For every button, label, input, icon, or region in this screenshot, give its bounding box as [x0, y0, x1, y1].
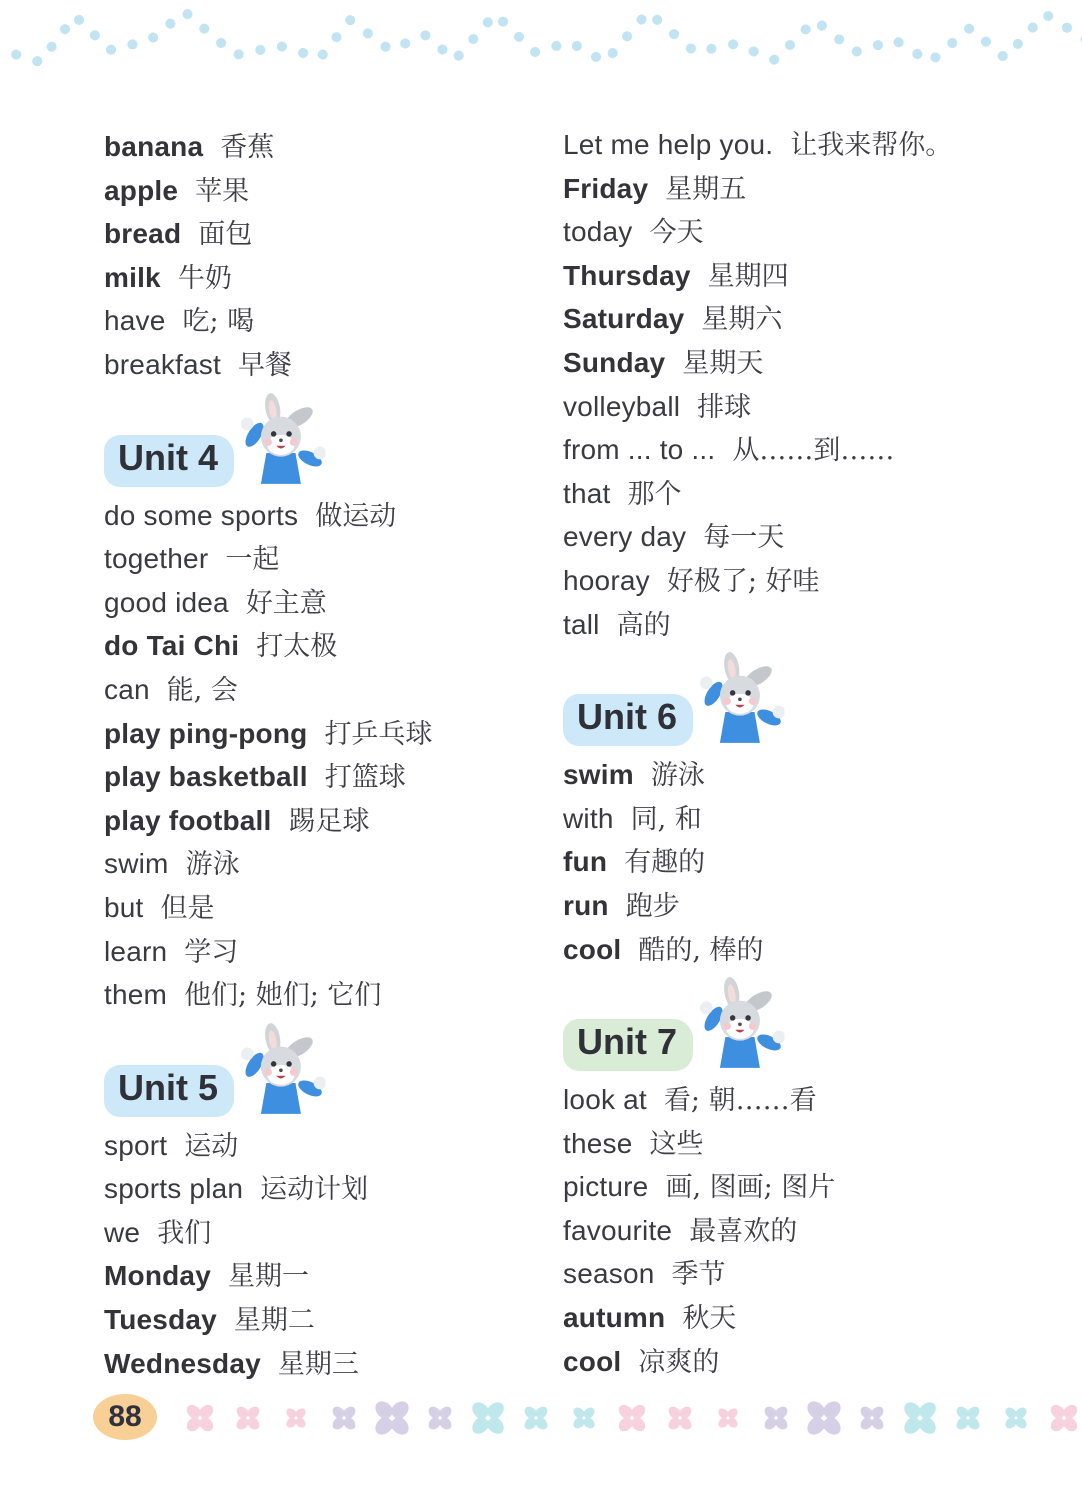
- english-word: together: [104, 543, 209, 575]
- chinese-translation: 苹果: [195, 175, 250, 207]
- chinese-translation: 牛奶: [177, 262, 232, 294]
- chinese-translation: 跑步: [625, 890, 680, 922]
- flower-icon: [716, 1406, 739, 1429]
- english-word: these: [563, 1127, 633, 1159]
- chinese-translation: 游泳: [650, 760, 705, 792]
- chinese-translation: 季节: [671, 1259, 726, 1291]
- flower-border-decoration: [0, 1382, 1082, 1462]
- vocab-entry: [563, 797, 1063, 841]
- unit-header-unit-4: [104, 435, 554, 485]
- unit-header-unit-5: [104, 1065, 554, 1115]
- vocab-entry: [563, 472, 1063, 516]
- vocab-entry: [104, 1124, 554, 1168]
- chinese-translation: 能, 会: [166, 674, 238, 706]
- chinese-translation: 看; 朝……看: [663, 1085, 817, 1117]
- vocab-column-right: [563, 123, 1063, 1383]
- vocab-entry: [563, 559, 1063, 603]
- english-word: every day: [563, 521, 687, 553]
- vocab-entry: [563, 884, 1063, 928]
- english-word: play basketball: [104, 761, 308, 793]
- chinese-translation: 今天: [649, 217, 704, 249]
- rabbit-mascot-icon: [691, 652, 787, 752]
- english-word: tall: [563, 608, 600, 640]
- vocab-entry: [104, 842, 554, 886]
- english-word: look at: [563, 1084, 647, 1116]
- unit-title: Unit 5: [104, 1065, 234, 1117]
- flower-icon: [804, 1398, 845, 1439]
- vocab-entry: [563, 254, 1063, 298]
- chinese-translation: 从……到……: [732, 435, 895, 467]
- english-word: Saturday: [563, 303, 685, 335]
- english-word: that: [563, 477, 611, 509]
- english-word: them: [104, 979, 168, 1011]
- chinese-translation: 星期三: [277, 1348, 359, 1380]
- chinese-translation: 吃; 喝: [182, 306, 255, 338]
- unit-title: Unit 7: [563, 1019, 693, 1071]
- chinese-translation: 最喜欢的: [689, 1215, 798, 1247]
- vocab-entry: [104, 973, 554, 1017]
- unit-header-unit-6: [563, 694, 1063, 744]
- vocab-entry: [104, 668, 554, 712]
- english-word: from ... to ...: [563, 434, 716, 466]
- flower-icon: [616, 1402, 648, 1434]
- rabbit-mascot-icon: [232, 1023, 328, 1123]
- flower-icon: [372, 1398, 413, 1439]
- chinese-translation: 高的: [616, 609, 671, 641]
- english-word: apple: [104, 174, 179, 206]
- english-word: with: [563, 802, 614, 834]
- english-word: have: [104, 305, 166, 337]
- rabbit-mascot-icon: [232, 393, 328, 493]
- vocab-entry: [104, 537, 554, 581]
- vocab-entry: [104, 930, 554, 974]
- english-word: Friday: [563, 172, 649, 204]
- vocab-entry: [563, 341, 1063, 385]
- vocab-entry: [104, 343, 554, 387]
- english-word: good idea: [104, 586, 229, 618]
- english-word: Let me help you.: [563, 129, 774, 160]
- chinese-translation: 面包: [198, 219, 253, 251]
- chinese-translation: 好主意: [245, 587, 327, 619]
- vocab-entry: [563, 123, 1063, 167]
- english-word: volleyball: [563, 390, 681, 422]
- english-word: fun: [563, 846, 608, 878]
- english-word: today: [563, 216, 633, 248]
- flower-icon: [954, 1404, 982, 1432]
- chinese-translation: 酷的, 棒的: [638, 934, 764, 966]
- flower-icon: [901, 1399, 939, 1437]
- flower-icon: [184, 1402, 216, 1434]
- vocab-entry: [104, 299, 554, 343]
- english-word: favourite: [563, 1214, 673, 1246]
- chinese-translation: 星期六: [701, 304, 783, 336]
- flower-icon: [571, 1405, 597, 1431]
- chinese-translation: 香蕉: [220, 132, 275, 163]
- vocab-entry: [563, 1340, 1063, 1384]
- english-word: do some sports: [104, 499, 299, 531]
- chinese-translation: 有趣的: [624, 847, 706, 879]
- vocab-entry: [104, 1167, 554, 1211]
- chinese-translation: 但是: [160, 892, 215, 924]
- vocab-entry: [563, 1165, 1063, 1209]
- chinese-translation: 星期天: [682, 347, 764, 379]
- vocab-entry: [104, 886, 554, 930]
- chinese-translation: 排球: [697, 391, 752, 423]
- chinese-translation: 画, 图画; 图片: [665, 1172, 836, 1204]
- vocab-column-left: [104, 125, 554, 1385]
- vocab-entry: [563, 928, 1063, 972]
- vocab-entry: [104, 494, 554, 538]
- english-word: sport: [104, 1129, 168, 1161]
- vocab-entry: [563, 297, 1063, 341]
- english-word: run: [563, 889, 609, 921]
- chinese-translation: 早餐: [237, 349, 292, 381]
- english-word: Tuesday: [104, 1304, 217, 1336]
- flower-icon: [330, 1404, 358, 1432]
- vocab-entry: [104, 169, 554, 213]
- chinese-translation: 运动计划: [260, 1174, 369, 1206]
- english-word: season: [563, 1258, 655, 1290]
- english-word: swim: [104, 848, 169, 880]
- chinese-translation: 踢足球: [288, 805, 370, 837]
- english-word: Sunday: [563, 346, 666, 378]
- vocab-entry: [104, 1342, 554, 1386]
- vocab-entry: [104, 1298, 554, 1342]
- english-word: learn: [104, 935, 168, 967]
- vocab-entry: [563, 1296, 1063, 1340]
- vocab-entry: [104, 212, 554, 256]
- vocab-entry: [563, 167, 1063, 211]
- vocab-entry: [563, 210, 1063, 254]
- flower-icon: [522, 1404, 550, 1432]
- english-word: sports plan: [104, 1173, 244, 1205]
- flower-icon: [469, 1399, 507, 1437]
- english-word: we: [104, 1216, 141, 1248]
- english-word: swim: [563, 759, 634, 791]
- dotted-wave-border: [0, 0, 1082, 90]
- vocab-entry: [104, 624, 554, 668]
- english-word: hooray: [563, 564, 650, 596]
- english-word: Monday: [104, 1260, 211, 1292]
- chinese-translation: 秋天: [682, 1303, 737, 1335]
- vocab-entry: [563, 385, 1063, 429]
- vocab-entry: [563, 1209, 1063, 1253]
- flower-icon: [1003, 1405, 1029, 1431]
- chinese-translation: 让我来帮你。: [790, 130, 953, 161]
- unit-title: Unit 6: [563, 694, 693, 746]
- vocab-entry: [563, 1078, 1063, 1122]
- flower-icon: [762, 1404, 790, 1432]
- chinese-translation: 学习: [184, 936, 239, 968]
- vocab-entry: [104, 256, 554, 300]
- english-word: cool: [563, 1345, 622, 1377]
- english-word: cool: [563, 933, 622, 965]
- chinese-translation: 星期四: [707, 260, 789, 292]
- flower-icon: [1048, 1402, 1080, 1434]
- page-number: 88: [108, 1400, 142, 1433]
- chinese-translation: 好极了; 好哇: [666, 565, 820, 597]
- flower-icon: [284, 1406, 307, 1429]
- chinese-translation: 他们; 她们; 它们: [184, 980, 382, 1012]
- chinese-translation: 运动: [184, 1130, 239, 1162]
- vocab-entry: [563, 515, 1063, 559]
- vocab-entry: [104, 581, 554, 625]
- vocab-entry: [563, 603, 1063, 647]
- chinese-translation: 游泳: [185, 849, 240, 881]
- vocab-entry: [104, 1211, 554, 1255]
- english-word: do Tai Chi: [104, 630, 240, 662]
- flower-icon: [426, 1404, 454, 1432]
- vocab-entry: [104, 799, 554, 843]
- vocab-entry: [104, 712, 554, 756]
- english-word: play ping-pong: [104, 717, 308, 749]
- vocab-entry: [104, 125, 554, 169]
- rabbit-mascot-icon: [691, 977, 787, 1077]
- english-word: breakfast: [104, 348, 221, 380]
- chinese-translation: 同, 和: [630, 803, 702, 835]
- chinese-translation: 打太极: [256, 631, 338, 663]
- vocab-entry: [563, 1252, 1063, 1296]
- chinese-translation: 星期一: [227, 1261, 309, 1293]
- chinese-translation: 凉爽的: [638, 1346, 720, 1378]
- english-word: autumn: [563, 1302, 666, 1334]
- chinese-translation: 我们: [157, 1217, 212, 1249]
- chinese-translation: 打乒乓球: [324, 718, 433, 750]
- english-word: banana: [104, 131, 204, 162]
- english-word: play football: [104, 804, 272, 836]
- english-word: Thursday: [563, 259, 691, 291]
- vocab-entry: [563, 840, 1063, 884]
- chinese-translation: 星期五: [665, 173, 747, 205]
- unit-header-unit-7: [563, 1019, 1063, 1069]
- flower-icon: [666, 1404, 694, 1432]
- vocab-entry: [104, 1254, 554, 1298]
- flower-icon: [234, 1404, 262, 1432]
- english-word: milk: [104, 261, 161, 293]
- chinese-translation: 一起: [225, 544, 280, 576]
- chinese-translation: 做运动: [315, 500, 397, 532]
- english-word: bread: [104, 218, 182, 250]
- chinese-translation: 每一天: [703, 522, 785, 554]
- vocab-entry: [563, 428, 1063, 472]
- english-word: Wednesday: [104, 1347, 261, 1379]
- flower-icon: [858, 1404, 886, 1432]
- chinese-translation: 那个: [627, 478, 682, 510]
- unit-title: Unit 4: [104, 435, 234, 487]
- english-word: picture: [563, 1171, 649, 1203]
- english-word: but: [104, 891, 144, 923]
- vocab-entry: [563, 1122, 1063, 1166]
- vocab-entry: [104, 755, 554, 799]
- english-word: can: [104, 673, 150, 705]
- chinese-translation: 打篮球: [324, 762, 406, 794]
- vocab-entry: [563, 753, 1063, 797]
- chinese-translation: 星期二: [233, 1305, 315, 1337]
- chinese-translation: 这些: [649, 1128, 704, 1160]
